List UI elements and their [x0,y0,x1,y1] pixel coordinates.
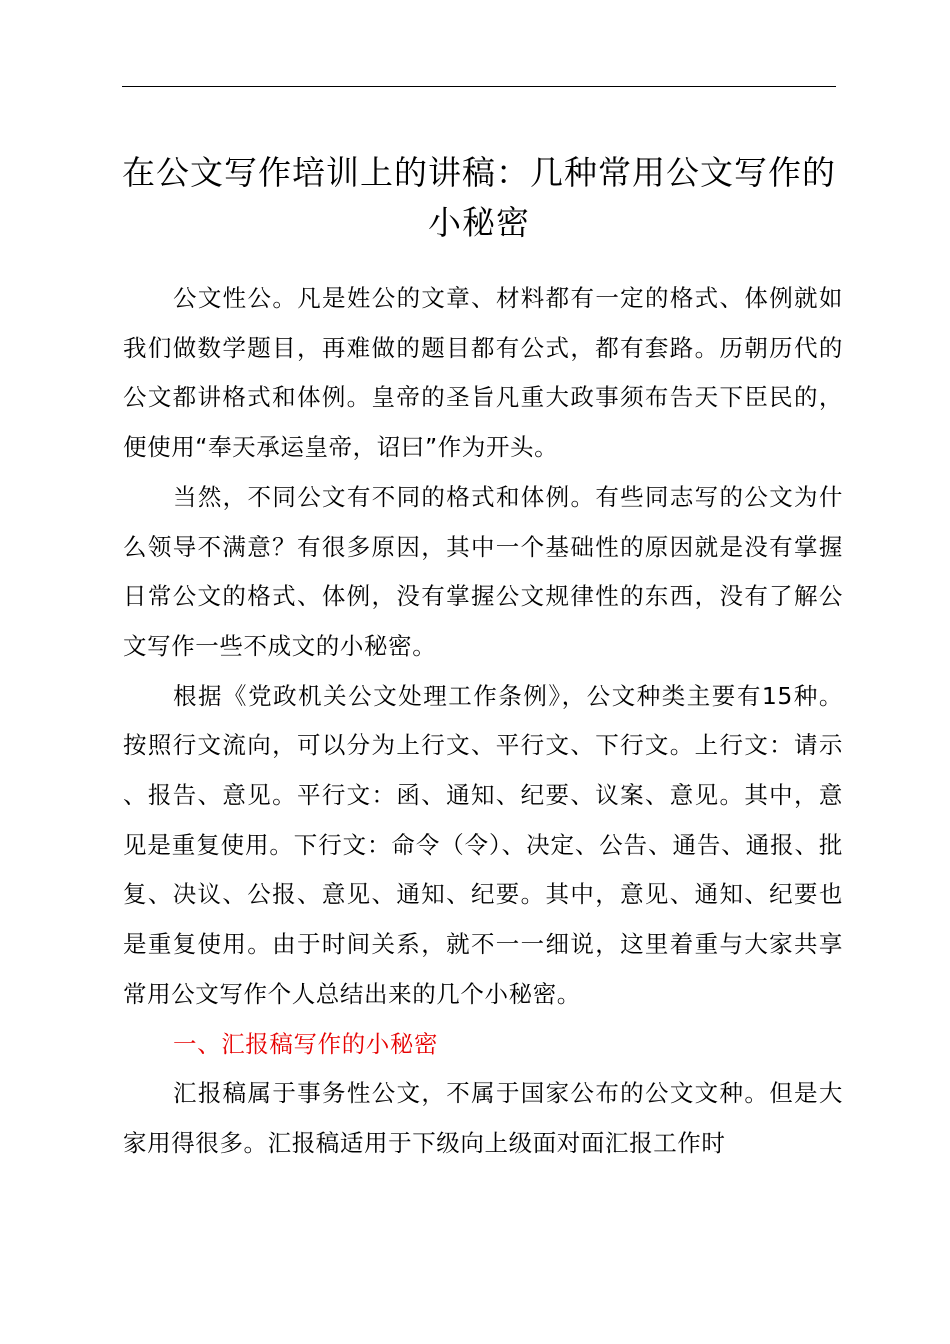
document-title: 在公文写作培训上的讲稿：几种常用公文写作的小秘密 [122,153,836,242]
header-rule [122,86,836,87]
paragraph-format: 当然，不同公文有不同的格式和体例。有些同志写的公文为什么领导不满意？有很多原因，其中一个基础性的原因就是没有掌握日常公文的格式、体例，没有掌握公文规律性的东西，没有了解公文写作一些不成文的小秘密。 [123,482,843,660]
paragraph-intro: 公文性公。凡是姓公的文章、材料都有一定的格式、体例就如我们做数学题目，再难做的题目都有公式，都有套路。历朝历代的公文都讲格式和体例。皇帝的圣旨凡重大政事须布告天下臣民的，便使用“奉天承运皇帝，诏曰”作为开头。 [123,284,843,462]
section-heading: 一、汇报稿写作的小秘密 [173,1029,439,1058]
document-body [123,274,843,1169]
paragraph-types: 根据《党政机关公文处理工作条例》，公文种类主要有15种。按照行文流向，可以分为上行文、平行文、下行文。上行文：请示、报告、意见。平行文：函、通知、纪要、议案、意见。其中，意见是重复使用。下行文：命令（令）、决定、公告、通告、通报、批复、决议、公报、意见、通知、纪要。其中，意见、通知、纪要也是重复使用。由于时间关系，就不一一细说，这里着重与大家共享常用公文写作个人总结出来的几个小秘密。 [123,681,843,1008]
paragraph-report: 汇报稿属于事务性公文，不属于国家公布的公文文种。但是大家用得很多。汇报稿适用于下级向上级面对面汇报工作时 [123,1079,843,1157]
